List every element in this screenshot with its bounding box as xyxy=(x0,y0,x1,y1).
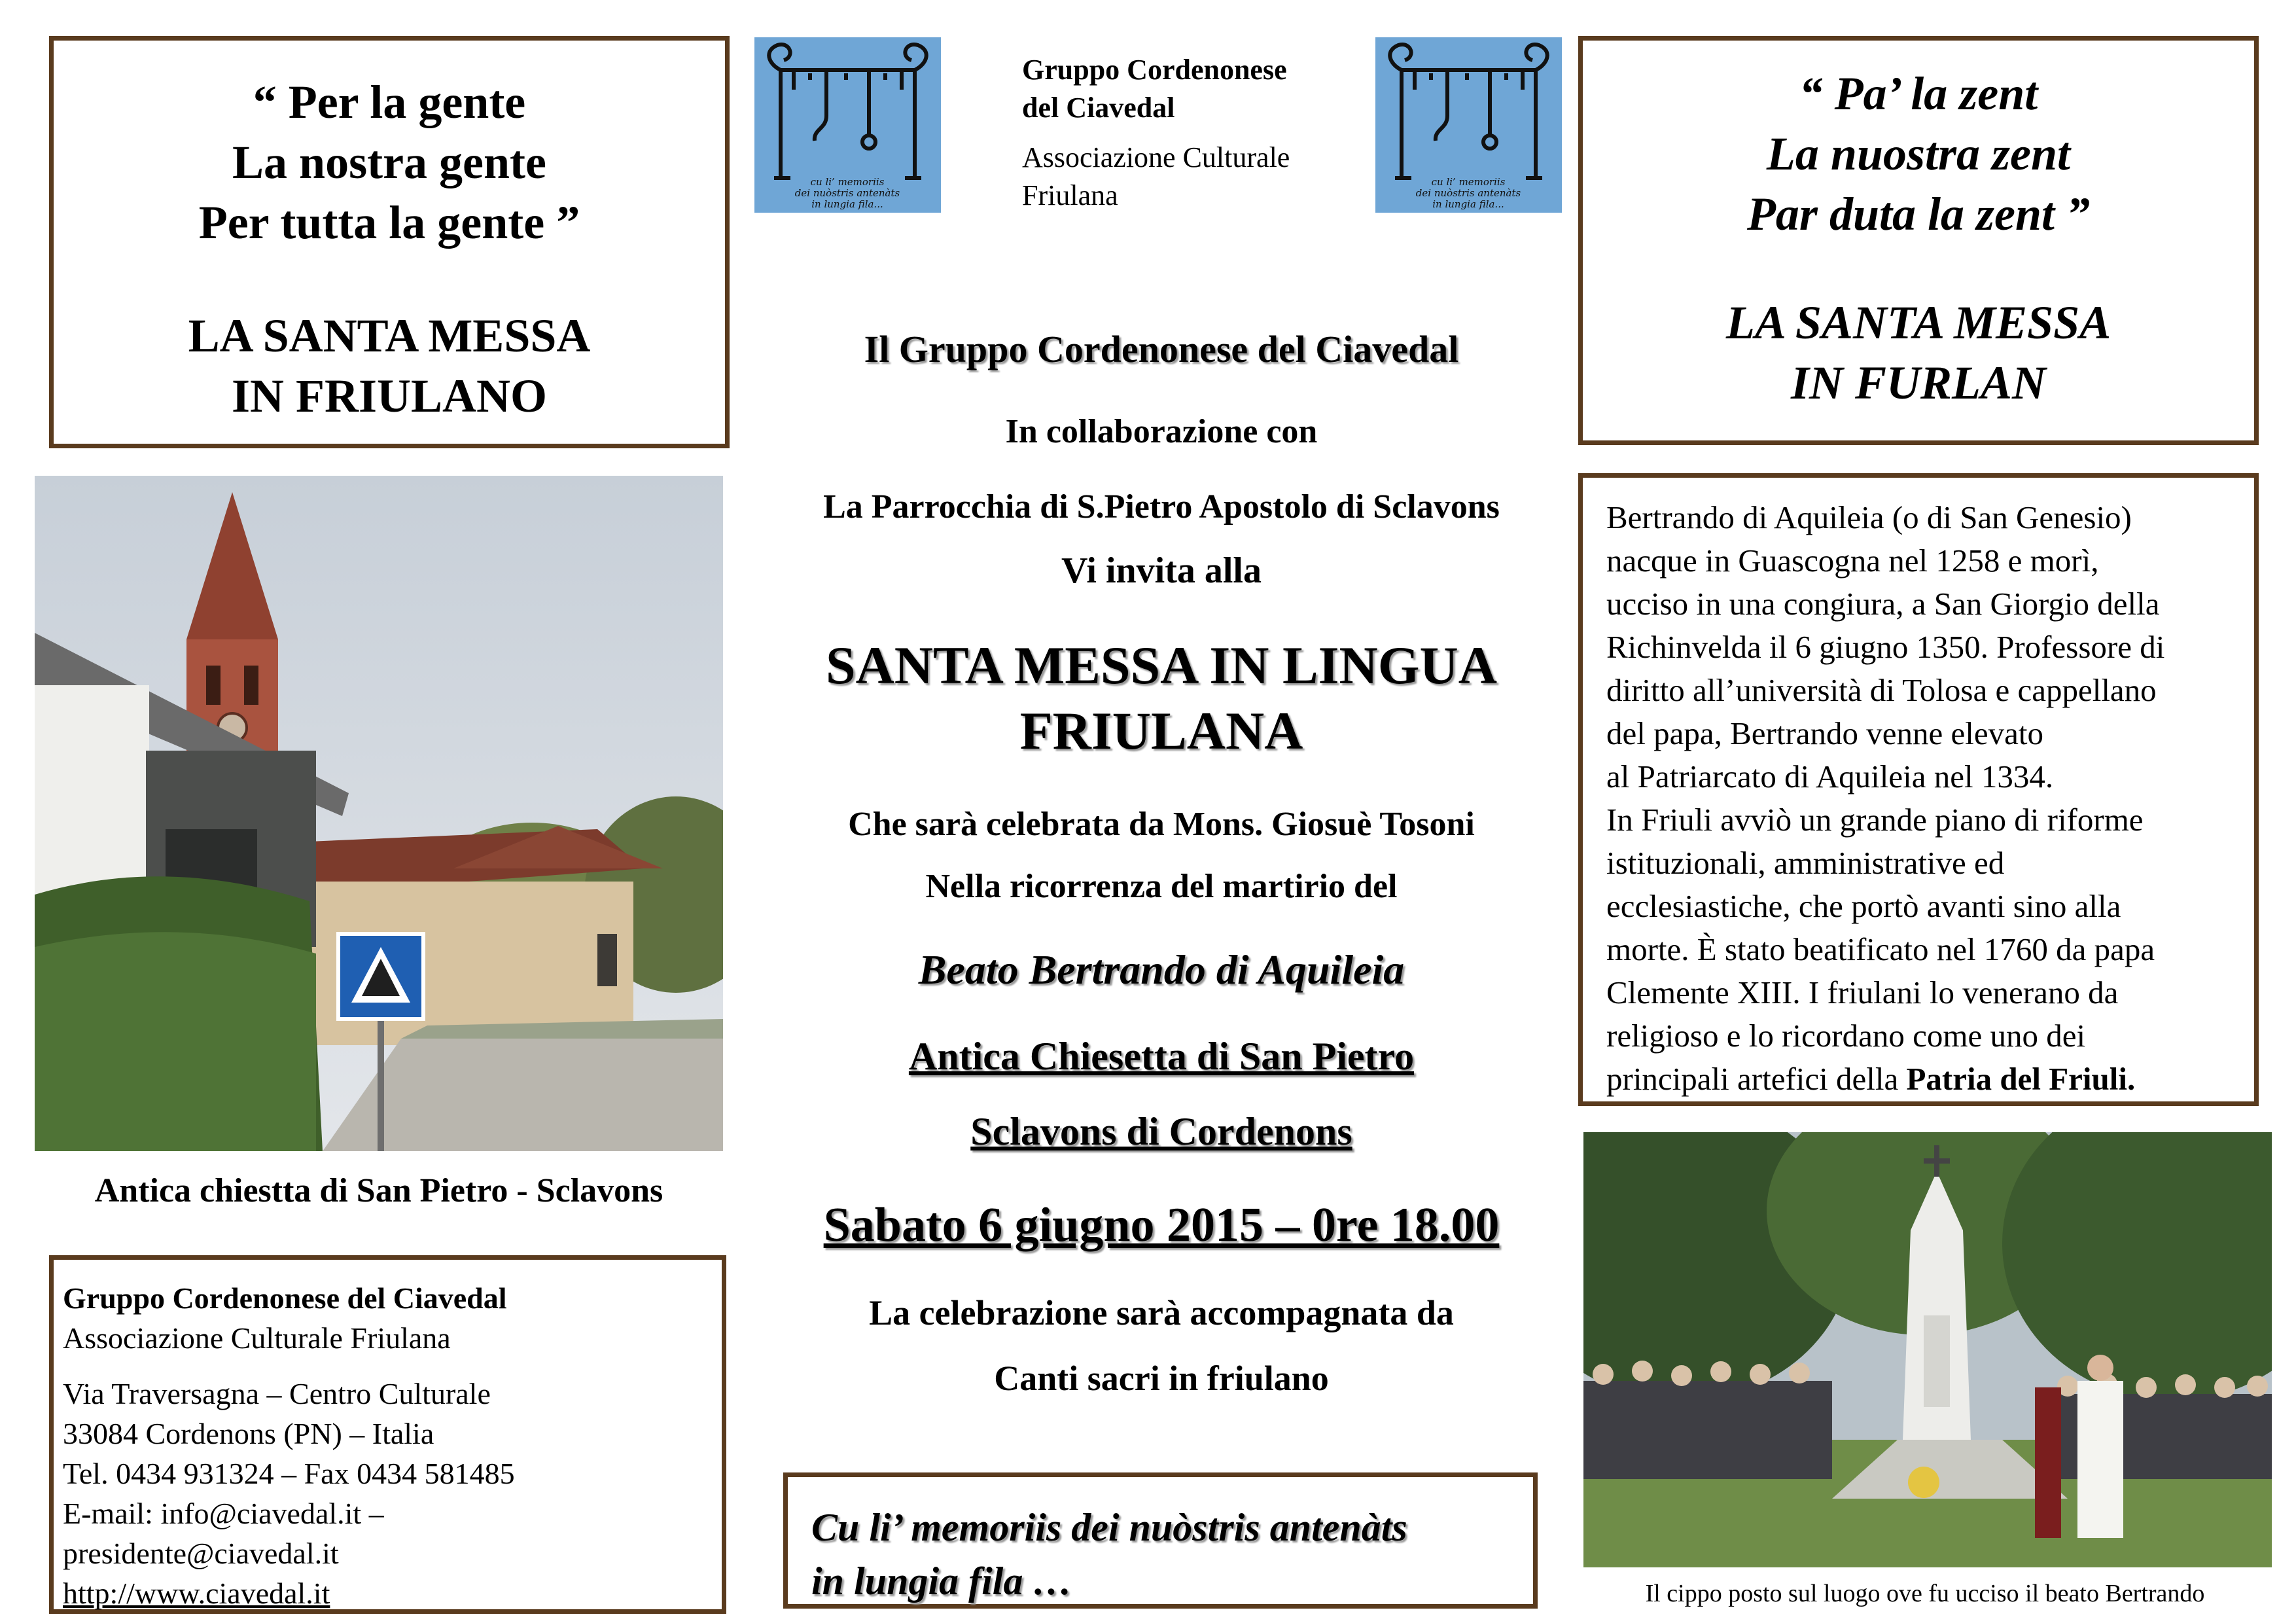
association-logo-left xyxy=(754,37,941,213)
chain-hooks-icon xyxy=(1375,37,1562,213)
quote-line: Per tutta la gente ” xyxy=(198,196,580,249)
event-title-line2: FRIULANA xyxy=(1019,701,1303,760)
bio-line-last xyxy=(1606,1058,2254,1101)
bio-line: religioso e lo ricordano come uno dei xyxy=(1606,1018,2086,1054)
invite-parish: La Parrocchia di S.Pietro Apostolo di Sclavons xyxy=(823,488,1500,526)
place-line1: Antica Chiesetta di San Pietro xyxy=(908,1035,1415,1078)
quote-italian xyxy=(54,72,725,253)
motto-line2: in lungia fila … xyxy=(811,1560,1072,1603)
event-date: Sabato 6 giugno 2015 – 0re 18.00 xyxy=(823,1198,1500,1252)
association-logo-right xyxy=(1375,37,1562,213)
bio-line: al Patriarcato di Aquileia nel 1334. xyxy=(1606,758,2054,794)
invite-celebrant: Che sarà celebrata da Mons. Giosuè Tosoni xyxy=(848,806,1475,843)
logo-inscription: in lungia fila... xyxy=(1432,198,1504,210)
bio-line: morte. È stato beatificato nel 1760 da papa xyxy=(1606,931,2155,967)
contact-city: 33084 Cordenons (PN) – Italia xyxy=(63,1417,434,1450)
quote-box-italian xyxy=(49,36,730,448)
bio-line: del papa, Bertrando venne elevato xyxy=(1606,715,2044,751)
memorial-caption: Il cippo posto sul luogo ove fu ucciso il beato Bertrando xyxy=(1645,1580,2205,1607)
bio-line: istituzionali, amministrative ed xyxy=(1606,845,2005,881)
title-line: IN FURLAN xyxy=(1790,357,2047,409)
contact-street: Via Traversagna – Centro Culturale xyxy=(63,1377,491,1410)
quote-friulian xyxy=(1583,63,2254,244)
bio-line: In Friuli avviò un grande piano di riforme xyxy=(1606,802,2144,838)
org-name-line: del Ciavedal xyxy=(1022,92,1175,124)
quote-line: La nostra gente xyxy=(232,136,546,188)
event-title-line1: SANTA MESSA IN LINGUA xyxy=(825,635,1497,695)
contact-email-1[interactable]: E-mail: info@ciavedal.it – xyxy=(63,1497,384,1530)
bio-last-prefix: principali artefici della xyxy=(1606,1061,1907,1097)
org-name-line: Gruppo Cordenonese xyxy=(1022,54,1287,86)
quote-line: “ Pa’ la zent xyxy=(1799,67,2038,120)
beato-name: Beato Bertrando di Aquileia xyxy=(918,946,1405,993)
invite-organizer: Il Gruppo Cordenonese del Ciavedal xyxy=(864,328,1459,370)
invite-music1: La celebrazione sarà accompagnata da xyxy=(869,1293,1454,1332)
assoc-line: Friulana xyxy=(1022,179,1118,211)
motto-box xyxy=(783,1472,1538,1609)
title-line: IN FRIULANO xyxy=(231,370,548,422)
title-line: LA SANTA MESSA xyxy=(1725,296,2111,349)
bio-line: nacque in Guascogna nel 1258 e morì, xyxy=(1606,543,2099,579)
bio-line: Bertrando di Aquileia (o di San Genesio) xyxy=(1606,499,2132,535)
contact-box xyxy=(49,1255,726,1614)
invite-collab: In collaborazione con xyxy=(1005,413,1318,450)
chain-hooks-icon xyxy=(754,37,941,213)
bio-line: Richinvelda il 6 giugno 1350. Professore di xyxy=(1606,629,2165,665)
contact-assoc: Associazione Culturale Friulana xyxy=(63,1321,451,1355)
quote-line: “ Per la gente xyxy=(253,76,526,128)
logo-inscription: dei nuòstris antenàts xyxy=(794,187,900,199)
title-line: LA SANTA MESSA xyxy=(188,310,591,362)
church-photo xyxy=(35,476,723,1151)
logo-inscription: in lungia fila... xyxy=(811,198,883,210)
church-image xyxy=(35,476,723,1151)
title-friulian xyxy=(1583,293,2254,413)
memorial-image xyxy=(1583,1132,2272,1567)
bio-line: Clemente XIII. I friulani lo venerano da xyxy=(1606,974,2119,1010)
title-italian xyxy=(54,306,725,426)
motto-line1: Cu li’ memoriis dei nuòstris antenàts xyxy=(811,1506,1407,1549)
org-header xyxy=(1022,51,1362,215)
bio-last-bold: Patria del Friuli. xyxy=(1906,1061,2136,1097)
contact-email-2[interactable]: presidente@ciavedal.it xyxy=(63,1537,339,1570)
quote-box-friulian xyxy=(1578,36,2259,445)
logo-inscription: dei nuòstris antenàts xyxy=(1415,187,1521,199)
memorial-photo xyxy=(1583,1132,2272,1567)
contact-org: Gruppo Cordenonese del Ciavedal xyxy=(63,1281,507,1315)
invite-occasion: Nella ricorrenza del martirio del xyxy=(925,868,1398,905)
logo-inscription: cu li’ memoriis xyxy=(810,176,885,188)
bio-line: ucciso in una congiura, a San Giorgio della xyxy=(1606,586,2160,622)
invite-music2: Canti sacri in friulano xyxy=(994,1359,1329,1398)
biography-box xyxy=(1578,473,2259,1106)
website-link[interactable]: http://www.ciavedal.it xyxy=(63,1577,330,1610)
quote-line: La nuostra zent xyxy=(1766,128,2071,180)
quote-line: Par duta la zent ” xyxy=(1746,188,2091,240)
bio-line: diritto all’università di Tolosa e cappellano xyxy=(1606,672,2157,708)
contact-phone: Tel. 0434 931324 – Fax 0434 581485 xyxy=(63,1457,515,1490)
place-line2: Sclavons di Cordenons xyxy=(970,1110,1352,1153)
bio-line: ecclesiastiche, che portò avanti sino alla xyxy=(1606,888,2121,924)
church-caption: Antica chiestta di San Pietro - Sclavons xyxy=(94,1172,663,1209)
invite-invites: Vi invita alla xyxy=(1061,550,1262,591)
logo-inscription: cu li’ memoriis xyxy=(1431,176,1506,188)
assoc-line: Associazione Culturale xyxy=(1022,141,1290,173)
